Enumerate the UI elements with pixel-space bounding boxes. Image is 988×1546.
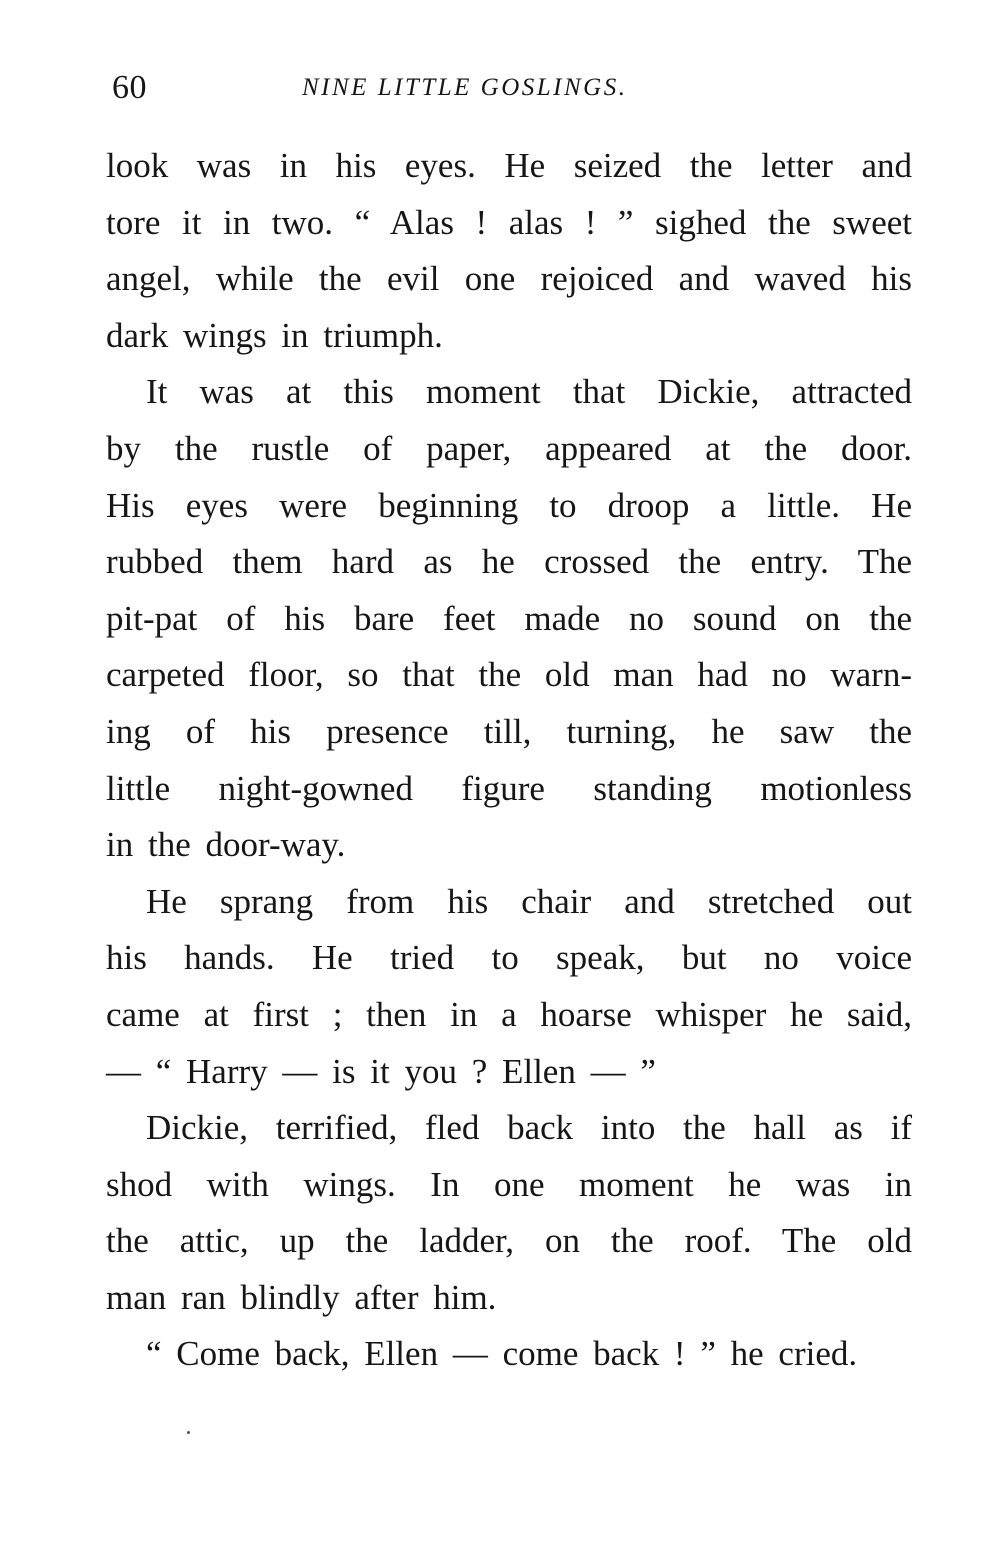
text-line: look was in his eyes. He seized the letter and xyxy=(106,146,912,185)
text-line: ing of his presence till, turning, he saw the xyxy=(106,711,912,751)
body-text xyxy=(106,138,912,1383)
text-line: came at first ; then in a hoarse whisper he said, xyxy=(106,994,912,1034)
text-line: rubbed them hard as he crossed the entry. The xyxy=(106,542,912,582)
text-line: his hands. He tried to speak, but no voice xyxy=(106,938,912,978)
page-number: 60 xyxy=(112,69,147,106)
text-line: tore it in two. “ Alas ! alas ! ” sighed the sweet xyxy=(106,202,912,242)
ink-speck xyxy=(187,1431,190,1434)
text-line: by the rustle of paper, appeared at the door. xyxy=(106,428,912,468)
text-line: carpeted floor, so that the old man had no warn- xyxy=(106,655,912,695)
text-line: pit-pat of his bare feet made no sound on the xyxy=(106,598,912,638)
text-line: in the door-way. xyxy=(106,825,346,865)
text-line: — “ Harry — is it you ? Ellen — ” xyxy=(106,1051,656,1091)
text-line: the attic, up the ladder, on the roof. The old xyxy=(106,1221,912,1261)
text-line: little night-gowned figure standing motionless xyxy=(106,768,912,808)
text-line: “ Come back, Ellen — come back ! ” he cried. xyxy=(146,1334,858,1374)
text-line: angel, while the evil one rejoiced and waved his xyxy=(106,259,912,299)
text-line: His eyes were beginning to droop a little. He xyxy=(106,485,912,525)
text-line: dark wings in triumph. xyxy=(106,315,443,355)
text-line: shod with wings. In one moment he was in xyxy=(106,1164,912,1204)
text-line: Dickie, terrified, fled back into the hall as if xyxy=(146,1108,912,1148)
running-title: NINE LITTLE GOSLINGS. xyxy=(302,74,628,101)
text-line: He sprang from his chair and stretched out xyxy=(146,881,912,921)
text-line: It was at this moment that Dickie, attracted xyxy=(146,372,912,412)
text-line: man ran blindly after him. xyxy=(106,1277,497,1317)
running-head xyxy=(112,66,912,110)
